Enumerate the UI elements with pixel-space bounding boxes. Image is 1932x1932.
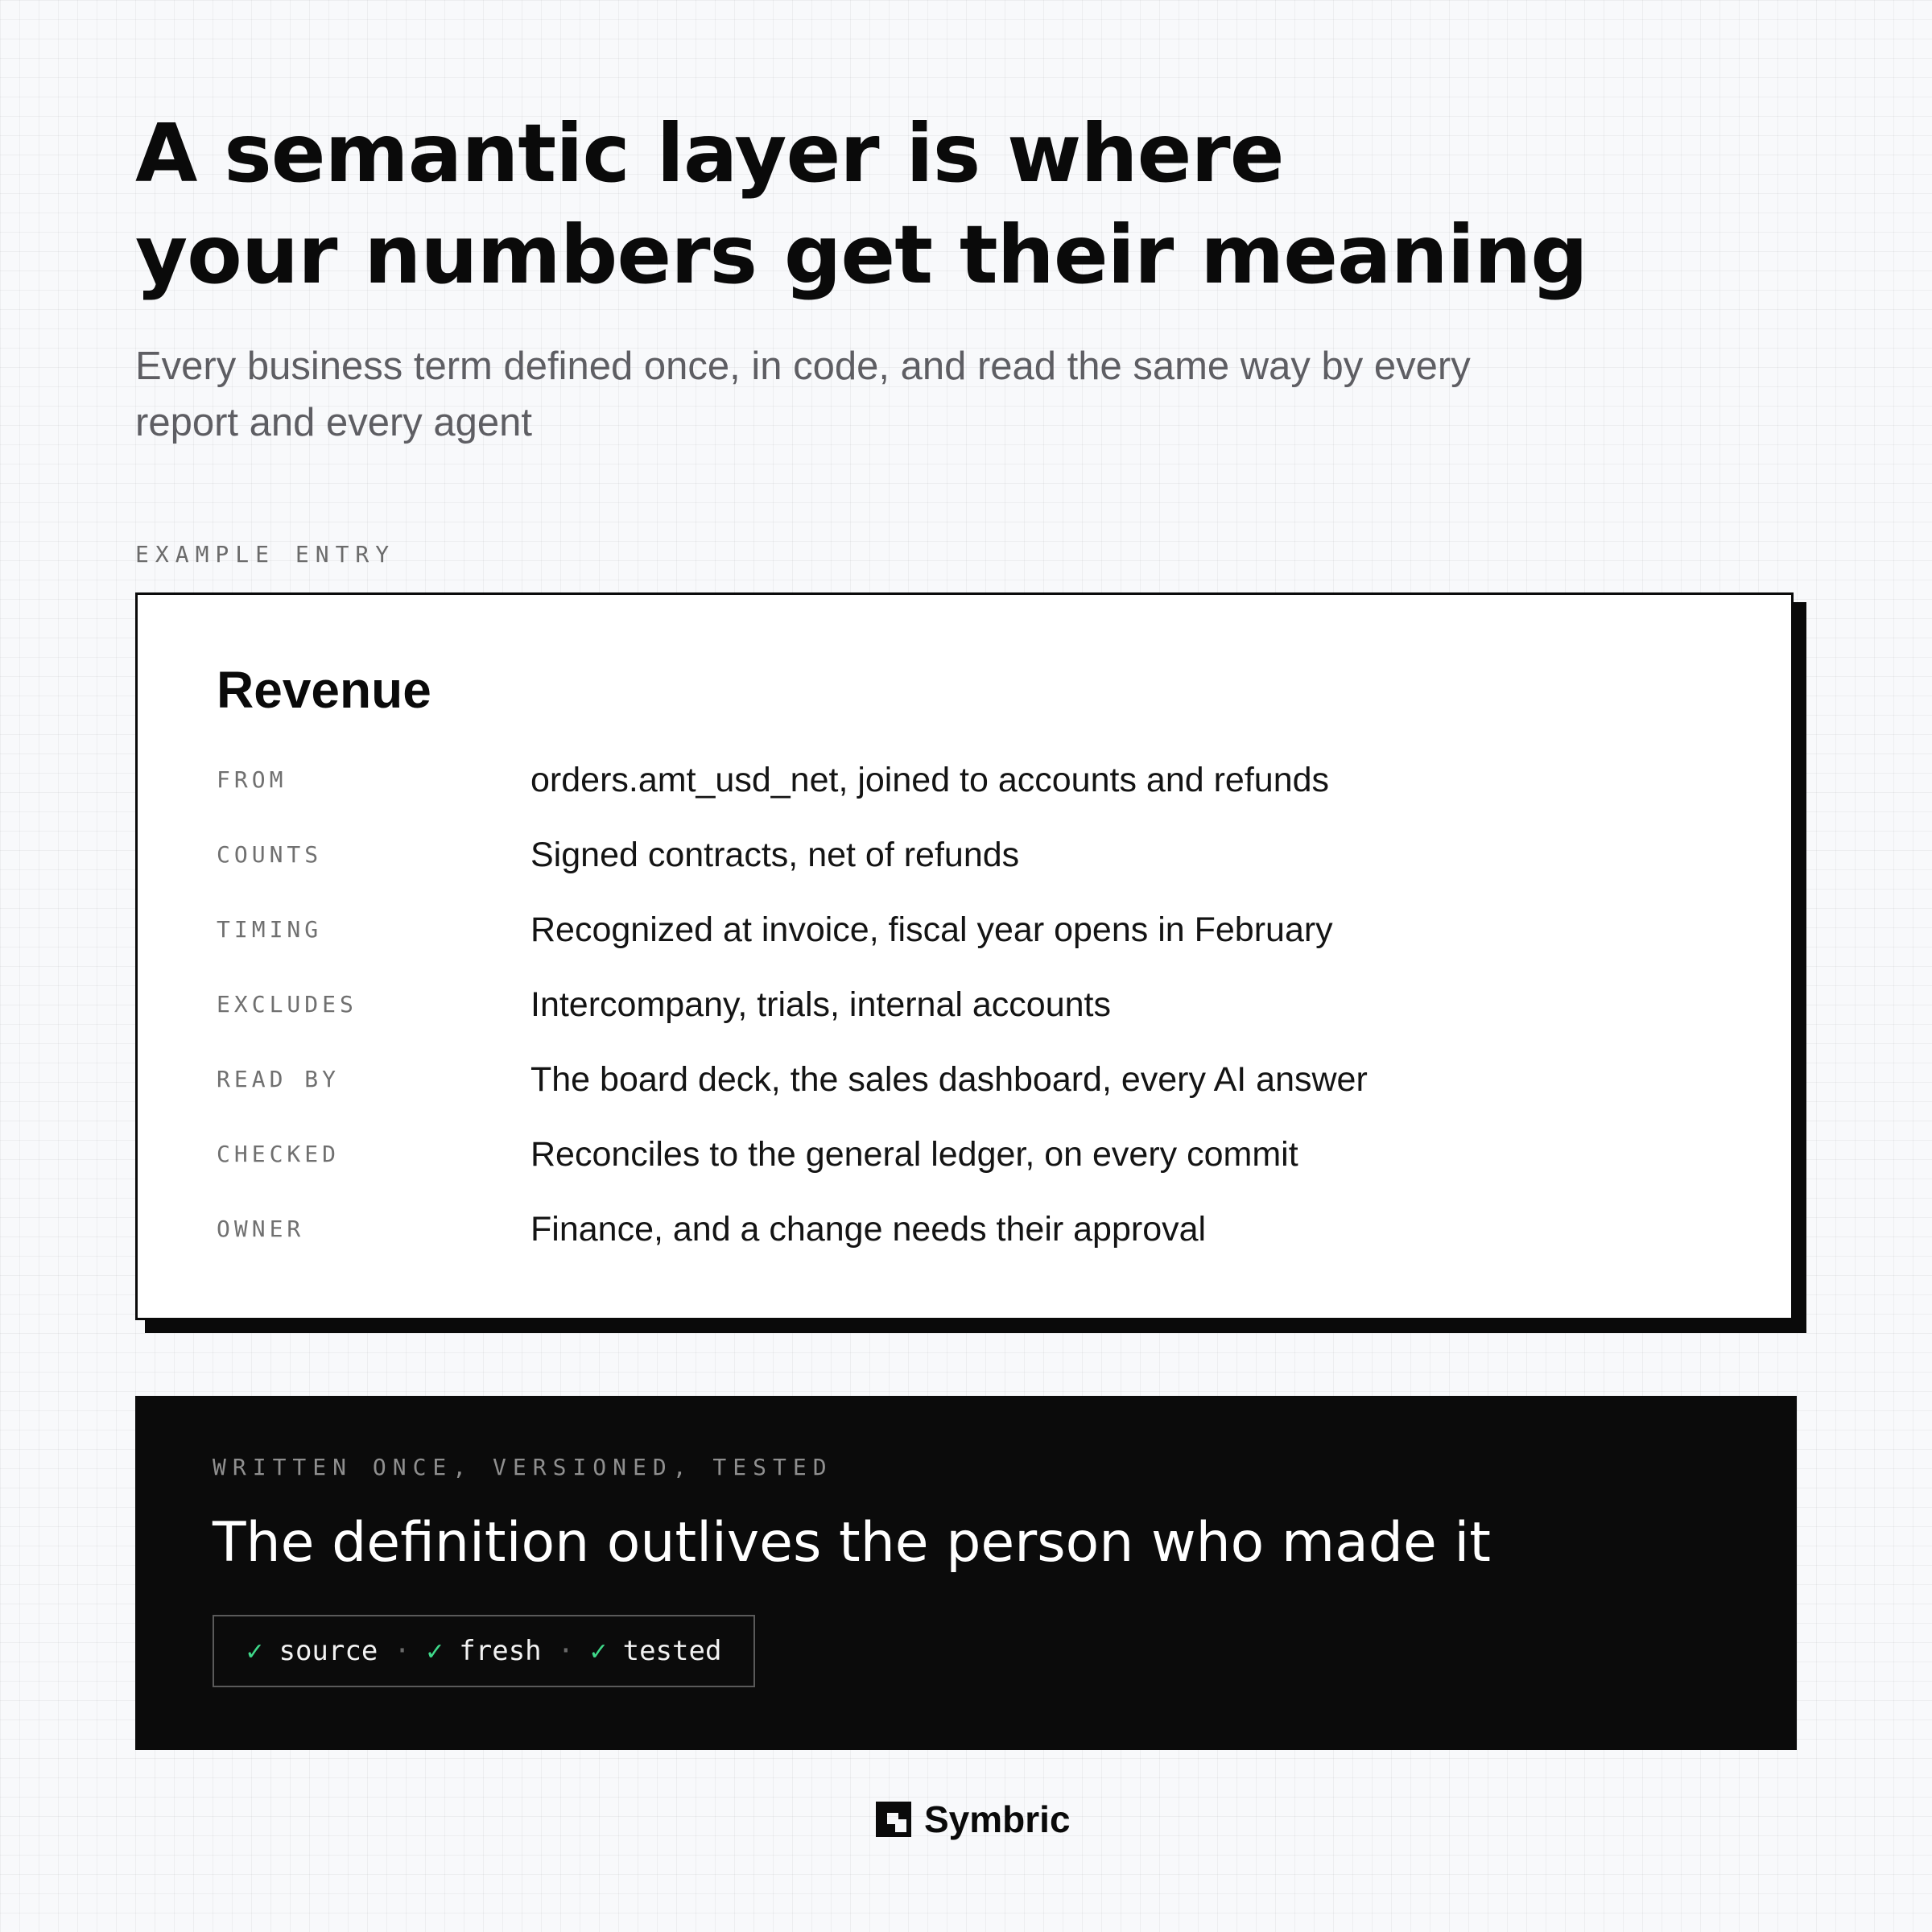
entry-row-read-by [217, 1057, 1746, 1132]
entry-row-from [217, 758, 1746, 832]
check-fresh [427, 1635, 542, 1667]
entry-row-label: COUNTS [217, 841, 323, 868]
headline-line-1: A semantic layer is where [135, 106, 1284, 200]
entry-row-value: Recognized at invoice, fiscal year opens in February [530, 910, 1333, 949]
check-label: tested [622, 1635, 722, 1667]
check-tested [590, 1635, 721, 1667]
check-icon: ✓ [426, 1635, 444, 1667]
headline-line-2: your numbers get their meaning [135, 208, 1587, 302]
entry-row-timing [217, 907, 1746, 982]
check-icon: ✓ [246, 1635, 263, 1667]
callout-banner [135, 1396, 1797, 1750]
check-label: fresh [459, 1635, 542, 1667]
entry-card [135, 592, 1794, 1320]
entry-row-excludes [217, 982, 1746, 1057]
entry-row-checked [217, 1132, 1746, 1207]
check-source [246, 1635, 378, 1667]
entry-row-label: CHECKED [217, 1141, 341, 1167]
subheadline: Every business term defined once, in code, and read the same way by every report and every agent [135, 345, 1471, 444]
entry-row-label: READ BY [217, 1066, 341, 1092]
check-icon: ✓ [590, 1635, 607, 1667]
entry-row-owner [217, 1207, 1746, 1282]
entry-rows [217, 758, 1746, 1282]
entry-row-value: orders.amt_usd_net, joined to accounts and refunds [530, 761, 1330, 799]
entry-row-label: EXCLUDES [217, 991, 357, 1018]
separator-dot: · [394, 1635, 411, 1667]
entry-row-counts [217, 832, 1746, 907]
entry-row-label: TIMING [217, 916, 323, 943]
status-checks [213, 1615, 755, 1687]
entry-row-label: OWNER [217, 1216, 305, 1242]
entry-title: Revenue [217, 661, 431, 719]
entry-row-value: Signed contracts, net of refunds [530, 836, 1020, 874]
entry-row-value: The board deck, the sales dashboard, every AI answer [530, 1060, 1368, 1099]
headline [135, 103, 1665, 306]
brand-lockup [874, 1797, 1071, 1842]
banner-eyebrow: WRITTEN ONCE, VERSIONED, TESTED [213, 1454, 833, 1480]
entry-row-label: FROM [217, 766, 287, 793]
entry-row-value: Finance, and a change needs their approval [530, 1210, 1207, 1249]
banner-title: The definition outlives the person who made it [213, 1511, 1491, 1575]
stepped-square-logo-icon [874, 1800, 913, 1839]
separator-dot: · [557, 1635, 575, 1667]
example-entry-label: EXAMPLE ENTRY [135, 541, 396, 568]
brand-name: Symbric [924, 1798, 1071, 1840]
entry-row-value: Intercompany, trials, internal accounts [530, 985, 1111, 1024]
entry-row-value: Reconciles to the general ledger, on every commit [530, 1135, 1298, 1174]
check-label: source [279, 1635, 378, 1667]
